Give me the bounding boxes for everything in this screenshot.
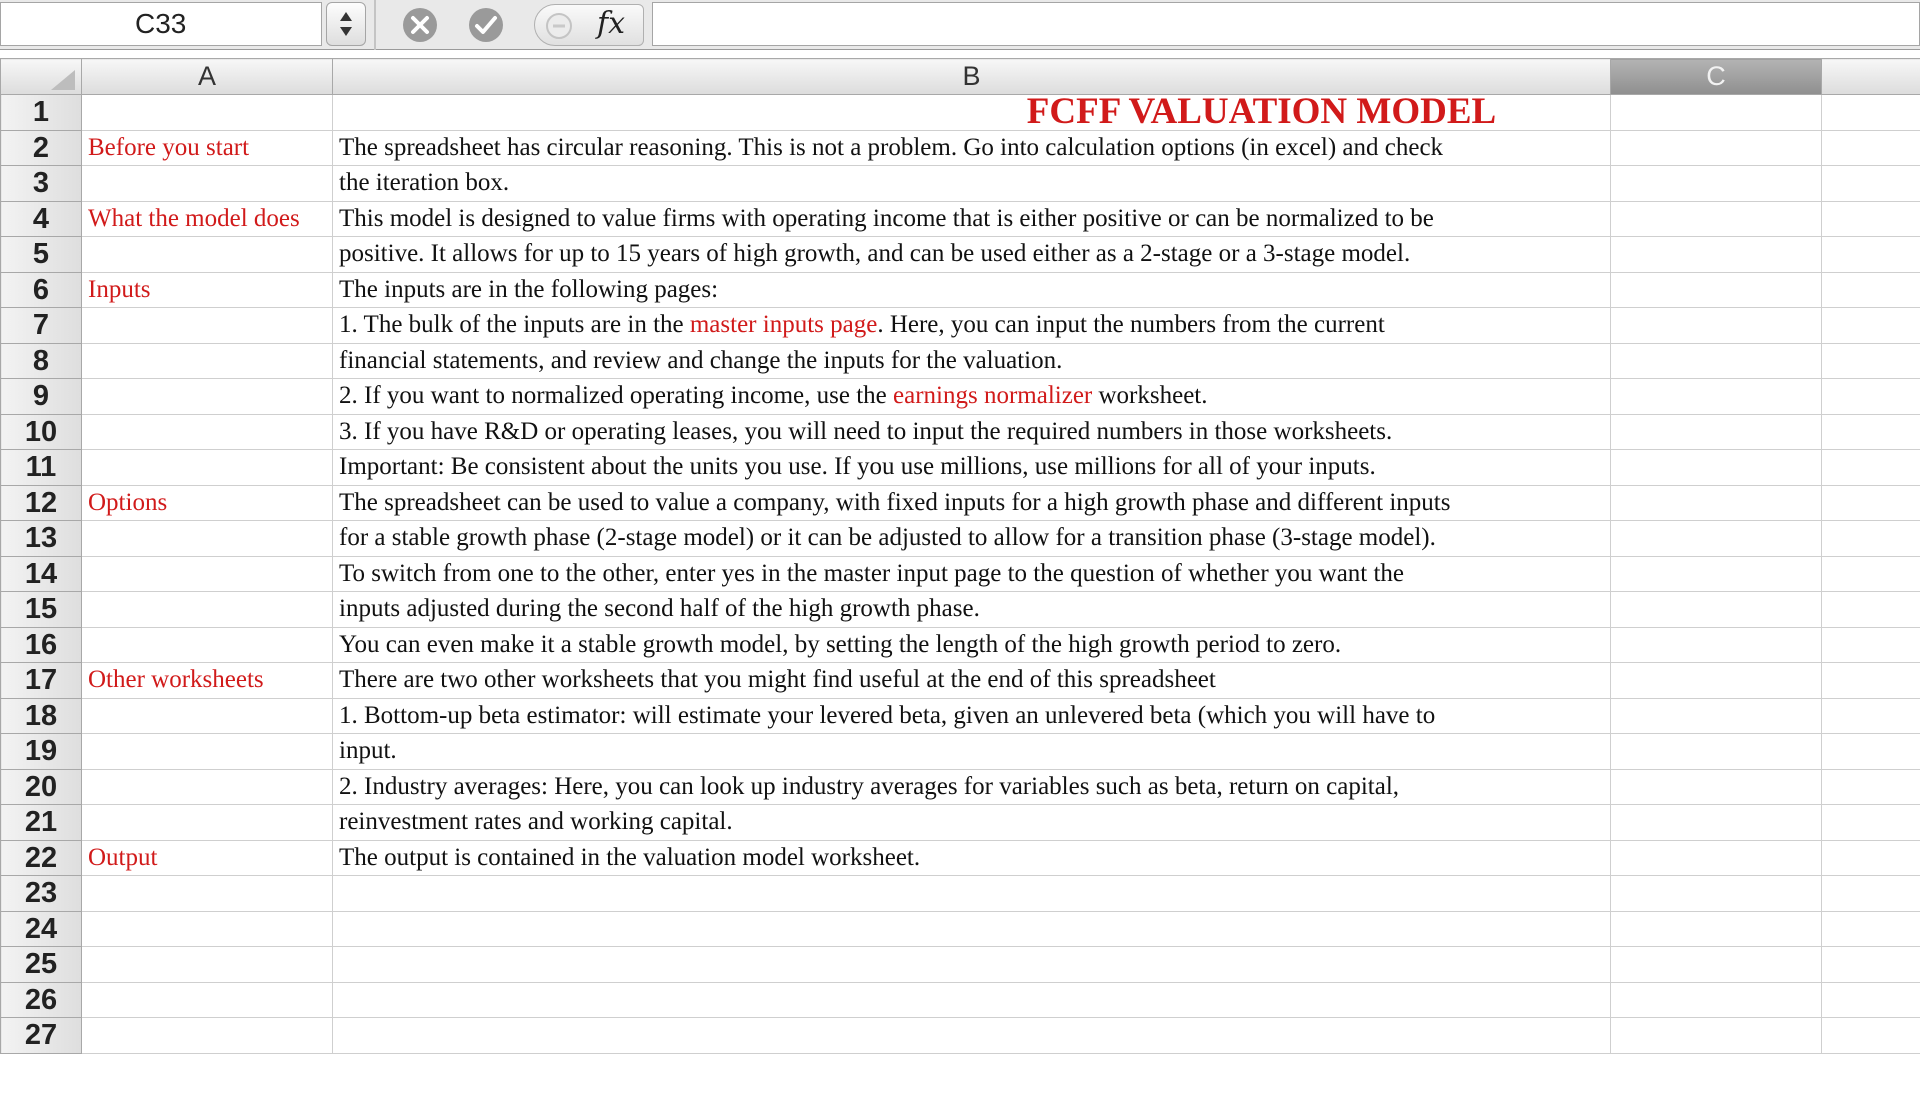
cell-c[interactable] <box>1611 947 1822 983</box>
cell-d[interactable] <box>1822 485 1920 521</box>
row-header[interactable]: 27 <box>1 1018 82 1054</box>
cell-a[interactable]: Other worksheets <box>82 663 333 699</box>
cell-a[interactable] <box>82 982 333 1018</box>
table-row <box>1 308 1920 344</box>
cell-d[interactable] <box>1822 769 1920 805</box>
cell-d[interactable] <box>1822 201 1920 237</box>
cell-c[interactable] <box>1611 201 1822 237</box>
table-row <box>1 95 1920 131</box>
row-header[interactable]: 5 <box>1 237 82 273</box>
cell-c[interactable] <box>1611 627 1822 663</box>
cell-b[interactable]: This model is designed to value firms with operating income that is either positive or can be normalized to be <box>333 201 1611 237</box>
cell-a[interactable]: Before you start <box>82 130 333 166</box>
table-row <box>1 201 1920 237</box>
cell-b[interactable] <box>333 947 1611 983</box>
cell-b[interactable]: positive. It allows for up to 15 years of high growth, and can be used either as a 2-stage or a 3-stage model. <box>333 237 1611 273</box>
cell-a[interactable] <box>82 343 333 379</box>
cell-b[interactable] <box>333 308 1611 344</box>
column-header-d[interactable] <box>1822 59 1920 95</box>
cell-d[interactable] <box>1822 272 1920 308</box>
cell-d[interactable] <box>1822 521 1920 557</box>
row-header[interactable]: 16 <box>1 627 82 663</box>
cell-c[interactable] <box>1611 769 1822 805</box>
cell-c[interactable] <box>1611 734 1822 770</box>
row-header[interactable]: 8 <box>1 343 82 379</box>
cell-b[interactable]: To switch from one to the other, enter yes in the master input page to the question of whether you want the <box>333 556 1611 592</box>
cell-b[interactable] <box>333 876 1611 912</box>
table-row <box>1 876 1920 912</box>
name-box[interactable]: C33 <box>0 2 322 46</box>
row-header[interactable]: 17 <box>1 663 82 699</box>
row-header[interactable]: 1 <box>1 95 82 131</box>
table-row <box>1 556 1920 592</box>
cell-d[interactable] <box>1822 876 1920 912</box>
cell-b[interactable]: input. <box>333 734 1611 770</box>
cell-a[interactable] <box>82 805 333 841</box>
cell-d[interactable] <box>1822 698 1920 734</box>
table-row <box>1 982 1920 1018</box>
column-header-b[interactable]: B <box>333 59 1611 95</box>
row-header[interactable]: 25 <box>1 947 82 983</box>
cell-a[interactable] <box>82 379 333 415</box>
row-header[interactable]: 15 <box>1 592 82 628</box>
cell-b[interactable]: Important: Be consistent about the units you use. If you use millions, use millions for all of your inputs. <box>333 450 1611 486</box>
cell-c[interactable] <box>1611 556 1822 592</box>
row-header[interactable]: 14 <box>1 556 82 592</box>
cell-c[interactable] <box>1611 166 1822 202</box>
table-row <box>1 627 1920 663</box>
cell-b[interactable]: The spreadsheet can be used to value a company, with fixed inputs for a high growth phase and different inputs <box>333 485 1611 521</box>
row-header[interactable]: 21 <box>1 805 82 841</box>
cell-d[interactable] <box>1822 237 1920 273</box>
cell-d[interactable] <box>1822 414 1920 450</box>
cell-b[interactable]: The inputs are in the following pages: <box>333 272 1611 308</box>
row-header[interactable]: 18 <box>1 698 82 734</box>
table-row <box>1 663 1920 699</box>
cell-a[interactable] <box>82 1018 333 1054</box>
table-row <box>1 592 1920 628</box>
cell-d[interactable] <box>1822 1018 1920 1054</box>
cell-c[interactable] <box>1611 876 1822 912</box>
cell-a[interactable] <box>82 592 333 628</box>
cell-c[interactable] <box>1611 95 1822 131</box>
cell-c[interactable] <box>1611 130 1822 166</box>
cell-a[interactable] <box>82 237 333 273</box>
table-row <box>1 769 1920 805</box>
insert-function-button[interactable] <box>534 4 644 46</box>
cell-c[interactable] <box>1611 805 1822 841</box>
cell-text: 2. If you want to normalized operating income, use the <box>339 382 894 410</box>
cell-c[interactable] <box>1611 343 1822 379</box>
cell-d[interactable] <box>1822 343 1920 379</box>
table-row <box>1 521 1920 557</box>
cell-d[interactable] <box>1822 627 1920 663</box>
name-box-stepper[interactable] <box>326 2 366 46</box>
cell-b[interactable]: for a stable growth phase (2-stage model) or it can be adjusted to allow for a transition phase (3-stage model). <box>333 521 1611 557</box>
table-row <box>1 840 1920 876</box>
cell-a[interactable] <box>82 911 333 947</box>
function-circle-icon <box>545 12 573 40</box>
cell-c[interactable] <box>1611 592 1822 628</box>
cell-d[interactable] <box>1822 663 1920 699</box>
sheet-title: FCFF VALUATION MODEL <box>1026 91 1497 133</box>
cell-d[interactable] <box>1822 840 1920 876</box>
cell-d[interactable] <box>1822 450 1920 486</box>
cell-d[interactable] <box>1822 592 1920 628</box>
cell-a[interactable] <box>82 947 333 983</box>
row-header[interactable]: 24 <box>1 911 82 947</box>
cell-b[interactable]: the iteration box. <box>333 166 1611 202</box>
select-all-corner[interactable] <box>1 59 82 95</box>
cell-d[interactable] <box>1822 947 1920 983</box>
cell-a[interactable] <box>82 521 333 557</box>
table-row <box>1 911 1920 947</box>
cell-c[interactable] <box>1611 911 1822 947</box>
cell-c[interactable] <box>1611 450 1822 486</box>
cell-c[interactable] <box>1611 698 1822 734</box>
cell-a[interactable]: Inputs <box>82 272 333 308</box>
worksheet-reference: earnings normalizer <box>893 382 1093 410</box>
cell-a[interactable] <box>82 95 333 131</box>
row-header[interactable]: 4 <box>1 201 82 237</box>
table-row <box>1 485 1920 521</box>
cell-a[interactable] <box>82 698 333 734</box>
enter-formula-button[interactable] <box>468 7 504 43</box>
cell-text: 1. The bulk of the inputs are in the <box>339 311 690 339</box>
cell-b[interactable]: reinvestment rates and working capital. <box>333 805 1611 841</box>
cell-c[interactable] <box>1611 840 1822 876</box>
cell-a[interactable] <box>82 556 333 592</box>
cell-d[interactable] <box>1822 308 1920 344</box>
cell-b[interactable]: 2. Industry averages: Here, you can look up industry averages for variables such as beta, return on capital, <box>333 769 1611 805</box>
row-header[interactable]: 12 <box>1 485 82 521</box>
table-row <box>1 166 1920 202</box>
row-header[interactable]: 19 <box>1 734 82 770</box>
row-header[interactable]: 7 <box>1 308 82 344</box>
cell-b[interactable] <box>333 911 1611 947</box>
row-header[interactable]: 26 <box>1 982 82 1018</box>
table-row <box>1 450 1920 486</box>
cell-a[interactable] <box>82 769 333 805</box>
column-header-c[interactable]: C <box>1611 59 1822 95</box>
table-row <box>1 379 1920 415</box>
cancel-circle-icon <box>402 7 438 43</box>
cancel-formula-button[interactable] <box>402 7 438 43</box>
table-row <box>1 343 1920 379</box>
cell-c[interactable] <box>1611 379 1822 415</box>
table-row <box>1 734 1920 770</box>
formula-bar-divider <box>374 0 376 50</box>
cell-b[interactable]: There are two other worksheets that you might find useful at the end of this spreadsheet <box>333 663 1611 699</box>
formula-input[interactable] <box>652 2 1920 46</box>
row-header[interactable]: 11 <box>1 450 82 486</box>
cell-c[interactable] <box>1611 982 1822 1018</box>
cell-a[interactable]: Output <box>82 840 333 876</box>
select-all-triangle-icon <box>51 70 75 90</box>
row-header[interactable]: 20 <box>1 769 82 805</box>
row-header[interactable]: 9 <box>1 379 82 415</box>
cell-d[interactable] <box>1822 166 1920 202</box>
cell-b[interactable]: The output is contained in the valuation model worksheet. <box>333 840 1611 876</box>
cell-a[interactable] <box>82 876 333 912</box>
table-row <box>1 272 1920 308</box>
cell-c[interactable] <box>1611 663 1822 699</box>
row-header[interactable]: 3 <box>1 166 82 202</box>
cell-b[interactable]: The spreadsheet has circular reasoning. This is not a problem. Go into calculation options (in excel) and check <box>333 130 1611 166</box>
table-row <box>1 698 1920 734</box>
cell-d[interactable] <box>1822 379 1920 415</box>
cell-a[interactable] <box>82 308 333 344</box>
table-row <box>1 130 1920 166</box>
cell-b[interactable] <box>333 379 1611 415</box>
cell-d[interactable] <box>1822 130 1920 166</box>
cell-text: worksheet. <box>1092 382 1208 410</box>
cell-b[interactable]: financial statements, and review and change the inputs for the valuation. <box>333 343 1611 379</box>
row-header[interactable]: 6 <box>1 272 82 308</box>
cell-c[interactable] <box>1611 1018 1822 1054</box>
fx-icon: fx <box>597 6 626 41</box>
table-row <box>1 805 1920 841</box>
cell-a[interactable] <box>82 734 333 770</box>
cell-a[interactable]: Options <box>82 485 333 521</box>
cell-b[interactable]: You can even make it a stable growth model, by setting the length of the high growth period to zero. <box>333 627 1611 663</box>
cell-d[interactable] <box>1822 982 1920 1018</box>
cell-a[interactable] <box>82 450 333 486</box>
row-header[interactable]: 2 <box>1 130 82 166</box>
cell-a[interactable] <box>82 627 333 663</box>
cell-b[interactable] <box>333 982 1611 1018</box>
cell-d[interactable] <box>1822 95 1920 131</box>
cell-b[interactable] <box>333 91 1611 133</box>
cell-d[interactable] <box>1822 911 1920 947</box>
row-header[interactable]: 23 <box>1 876 82 912</box>
cell-a[interactable] <box>82 414 333 450</box>
row-header[interactable]: 22 <box>1 840 82 876</box>
stepper-arrows-icon <box>339 11 353 37</box>
table-row <box>1 237 1920 273</box>
formula-bar <box>0 0 1920 50</box>
column-header-a[interactable]: A <box>82 59 333 95</box>
cell-c[interactable] <box>1611 485 1822 521</box>
row-header[interactable]: 13 <box>1 521 82 557</box>
cell-c[interactable] <box>1611 521 1822 557</box>
cell-c[interactable] <box>1611 308 1822 344</box>
cell-c[interactable] <box>1611 272 1822 308</box>
checkmark-circle-icon <box>468 7 504 43</box>
table-row <box>1 1018 1920 1054</box>
cell-b[interactable] <box>333 1018 1611 1054</box>
cell-d[interactable] <box>1822 734 1920 770</box>
cell-b[interactable]: 3. If you have R&D or operating leases, you will need to input the required numbers in those worksheets. <box>333 414 1611 450</box>
cell-d[interactable] <box>1822 556 1920 592</box>
column-header-row <box>1 59 1920 95</box>
spreadsheet-grid <box>0 58 1920 1054</box>
table-row <box>1 414 1920 450</box>
worksheet-reference: master inputs page <box>689 311 878 339</box>
cell-d[interactable] <box>1822 805 1920 841</box>
cell-a[interactable]: What the model does <box>82 201 333 237</box>
cell-c[interactable] <box>1611 414 1822 450</box>
cell-c[interactable] <box>1611 237 1822 273</box>
table-row <box>1 947 1920 983</box>
cell-a[interactable] <box>82 166 333 202</box>
cell-b[interactable]: inputs adjusted during the second half of the high growth phase. <box>333 592 1611 628</box>
cell-text: . Here, you can input the numbers from the current <box>877 311 1385 339</box>
row-header[interactable]: 10 <box>1 414 82 450</box>
cell-b[interactable]: 1. Bottom-up beta estimator: will estimate your levered beta, given an unlevered beta (which you will have to <box>333 698 1611 734</box>
